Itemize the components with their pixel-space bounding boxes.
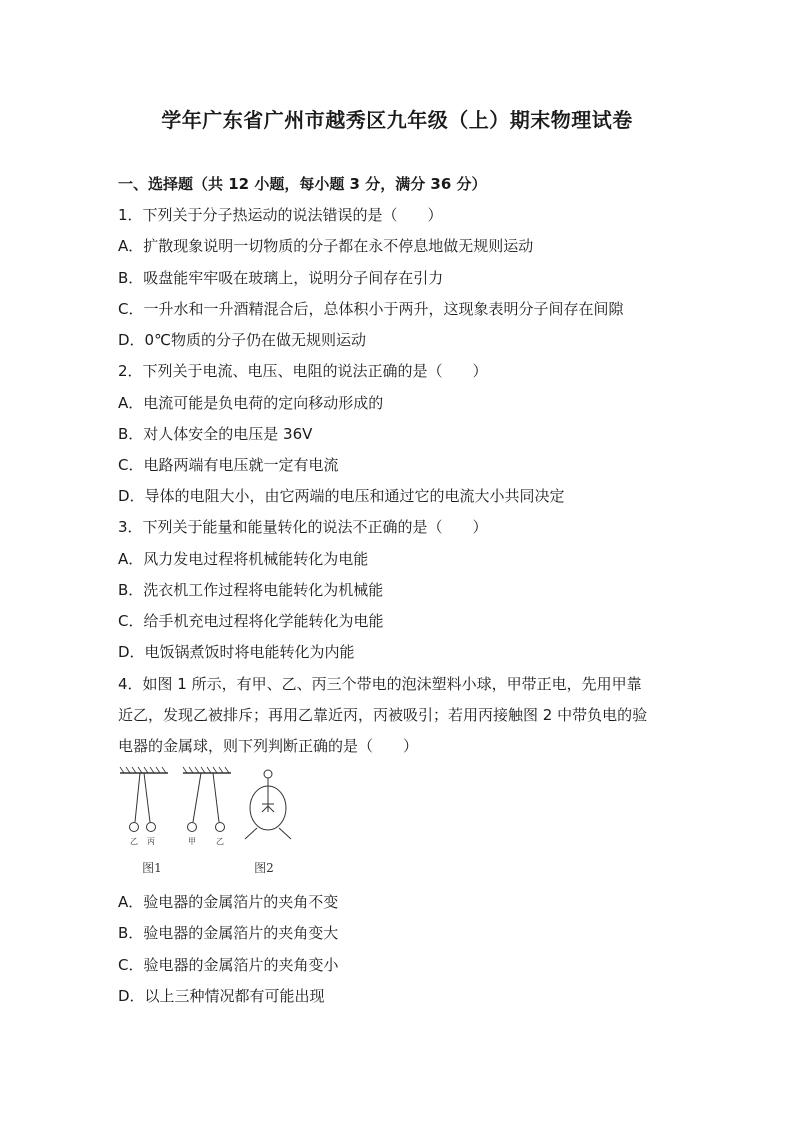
question-3-option-b: B．洗衣机工作过程将电能转化为机械能 — [118, 581, 384, 599]
question-1-option-b: B．吸盘能牢牢吸在玻璃上，说明分子间存在引力 — [118, 269, 444, 287]
fig1-label-bing: 丙 — [147, 837, 155, 846]
question-4-option-d: D．以上三种情况都有可能出现 — [118, 987, 325, 1005]
figure-2-electroscope — [245, 770, 291, 839]
question-3-option-c: C．给手机充电过程将化学能转化为电能 — [118, 612, 384, 630]
question-2-option-a: A．电流可能是负电荷的定向移动形成的 — [118, 394, 384, 412]
question-4-stem-line-3: 电器的金属球，则下列判断正确的是（ ） — [118, 737, 419, 755]
question-4-option-c: C．验电器的金属箔片的夹角变小 — [118, 956, 339, 974]
question-3-option-d: D．电饭锅煮饭时将电能转化为内能 — [118, 643, 355, 661]
question-4-stem-line-2: 近乙，发现乙被排斥；再用乙靠近丙，丙被吸引；若用丙接触图 2 中带负电的验 — [118, 706, 648, 724]
figure-1-pendulums — [120, 767, 231, 832]
question-1-stem: 1．下列关于分子热运动的说法错误的是（ ） — [118, 206, 443, 224]
question-2-option-b: B．对人体安全的电压是 36V — [118, 425, 313, 443]
fig1-label-jia: 甲 — [188, 837, 196, 846]
question-4-stem-line-1: 4．如图 1 所示，有甲、乙、丙三个带电的泡沫塑料小球，甲带正电，先用甲靠 — [118, 675, 642, 693]
question-1-option-d: D．0℃物质的分子仍在做无规则运动 — [118, 331, 366, 349]
question-1-option-c: C．一升水和一升酒精混合后，总体积小于两升，这现象表明分子间存在间隙 — [118, 300, 624, 318]
question-1-option-a: A．扩散现象说明一切物质的分子都在永不停息地做无规则运动 — [118, 237, 534, 255]
question-3-stem: 3．下列关于能量和能量转化的说法不正确的是（ ） — [118, 518, 488, 536]
question-4-option-b: B．验电器的金属箔片的夹角变大 — [118, 924, 339, 942]
question-4-figure — [118, 766, 298, 878]
figure-1-caption: 图1 — [142, 861, 162, 875]
document-title: 学年广东省广州市越秀区九年级（上）期末物理试卷 — [161, 108, 633, 132]
figure-2-caption: 图2 — [254, 861, 274, 875]
question-2-option-d: D．导体的电阻大小，由它两端的电压和通过它的电流大小共同决定 — [118, 487, 565, 505]
fig1-label-yi-2: 乙 — [216, 837, 224, 846]
question-3-option-a: A．风力发电过程将机械能转化为电能 — [118, 550, 369, 568]
question-2-stem: 2．下列关于电流、电压、电阻的说法正确的是（ ） — [118, 362, 488, 380]
fig1-label-yi: 乙 — [130, 837, 138, 846]
question-4-option-a: A．验电器的金属箔片的夹角不变 — [118, 893, 339, 911]
section-heading: 一、选择题（共 12 小题，每小题 3 分，满分 36 分） — [118, 175, 487, 193]
question-2-option-c: C．电路两端有电压就一定有电流 — [118, 456, 339, 474]
